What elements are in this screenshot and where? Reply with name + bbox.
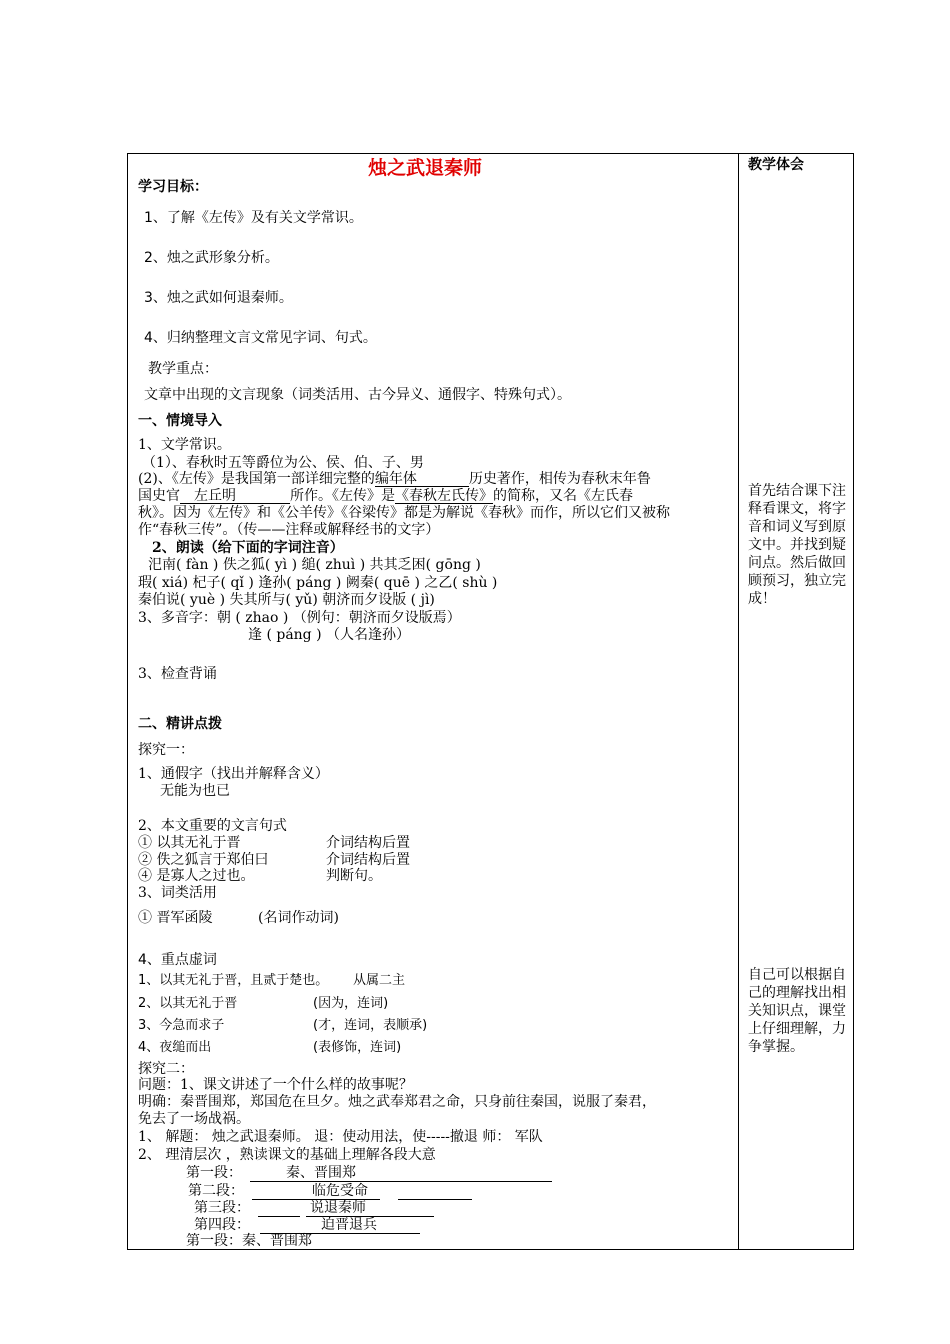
syntax-sentence: ④ 是寡人之过也。 xyxy=(138,868,255,884)
tongjia-example: 无能为也已 xyxy=(160,783,230,799)
text-segment: (2)、《左传》是我国第一部详细完整的 xyxy=(138,471,375,487)
syntax-sentence: ② 佚之狐言于郑伯曰 xyxy=(138,852,269,868)
question-line: 问题：1、课文讲述了一个什么样的故事呢？ xyxy=(138,1077,413,1093)
section2-heading: 二、精讲点拨 xyxy=(138,716,222,732)
side-note-preview: 首先结合课下注释看课文，将字音和词义写到原文中。并找到疑问点。然后做回顾预习，独立完成！ xyxy=(748,483,846,607)
text-segment: 历史著作，相传为春秋末年鲁 xyxy=(468,471,651,487)
explore-one-label: 探究一： xyxy=(138,742,194,758)
pinyin-line: 瑕( xiá) 杞子( qǐ ) 逢孙( páng ) 阙秦( quē ) 之乙( shù ) xyxy=(138,575,498,591)
paragraph-label: 第一段： xyxy=(186,1165,242,1181)
function-word-note: (表修饰，连词) xyxy=(313,1040,402,1055)
syntax-type: 介词结构后置 xyxy=(326,835,410,851)
function-word-item: 1、以其无礼于晋，且贰于楚也。 xyxy=(138,973,329,988)
function-words-heading: 4、重点虚词 xyxy=(138,952,217,968)
text-segment: 国史官 xyxy=(138,488,180,504)
last-paragraph-line: 第一段：秦、晋围郑 xyxy=(186,1233,312,1249)
side-header: 教学体会 xyxy=(748,157,804,173)
goal-item: 1、了解《左传》及有关文学常识。 xyxy=(144,210,363,226)
fill-blank: 《春秋左氏传》 xyxy=(395,488,493,504)
recite-line: 3、检查背诵 xyxy=(138,666,217,682)
literature-line: 作“春秋三传”。（传——注释或解释经书的文字） xyxy=(138,522,440,538)
function-word-item: 4、夜缒而出 xyxy=(138,1040,212,1055)
polyphone-line: 3、多音字：朝 ( zhao ) （例句：朝济而夕设版焉） xyxy=(138,610,461,626)
goal-item: 2、烛之武形象分析。 xyxy=(144,250,279,266)
paragraph-content: 临危受命 xyxy=(312,1183,368,1199)
fill-blank: 编年体 xyxy=(375,472,469,487)
paragraph-content: 秦、晋围郑 xyxy=(286,1165,356,1181)
paragraph-content: 迫晋退兵 xyxy=(321,1217,377,1233)
paragraph-content: 说退秦师 xyxy=(310,1200,366,1216)
lesson-plan-table xyxy=(127,153,854,1250)
goal-item: 4、归纳整理文言文常见字词、句式。 xyxy=(144,330,377,346)
focus-label: 教学重点： xyxy=(148,361,218,377)
function-word-item: 3、今急而求子 xyxy=(138,1018,225,1033)
paragraph-label: 第四段： xyxy=(194,1217,250,1233)
function-word-note: (因为，连词) xyxy=(313,996,389,1011)
function-word-note: (才，连词，表顺承) xyxy=(313,1018,428,1033)
reading-heading: 2、朗读（给下面的字词注音） xyxy=(152,540,344,556)
word-class-note: (名词作动词) xyxy=(258,910,339,926)
document-title: 烛之武退秦师 xyxy=(368,157,483,179)
section1-heading: 一、情境导入 xyxy=(138,413,222,429)
word-class-example: ① 晋军函陵 xyxy=(138,910,213,926)
pinyin-line: 汜南( fàn ) 佚之狐( yì ) 缒( zhuì ) 共其乏困( gōng ) xyxy=(148,557,481,573)
answer-underline xyxy=(398,1199,472,1200)
polyphone-line: 逢 ( páng ) （人名逢孙） xyxy=(248,627,411,643)
function-word-item: 2、以其无礼于晋 xyxy=(138,996,238,1011)
focus-text: 文章中出现的文言现象（词类活用、古今异义、通假字、特殊句式）。 xyxy=(144,387,571,403)
answer-underline xyxy=(250,1181,552,1182)
function-word-note: 从属二主 xyxy=(353,973,406,988)
pinyin-line: 秦伯说( yuè ) 失其所与( yǔ) 朝济而夕设版 ( jì) xyxy=(138,592,435,608)
literature-line: 秋》。因为《左传》和《公羊传》《谷梁传》都是为解说《春秋》而作，所以它们又被称 xyxy=(138,505,670,521)
literature-line: （1）、春秋时五等爵位为公、侯、伯、子、男 xyxy=(142,455,424,471)
layers-line: 2、 理清层次 ，熟读课文的基础上理解各段大意 xyxy=(138,1147,436,1163)
syntax-type: 介词结构后置 xyxy=(326,852,410,868)
text-segment: 的简称，又名《左氏春 xyxy=(493,488,633,504)
tongjia-label: 1、通假字（找出并解释含义） xyxy=(138,766,329,782)
syntax-type: 判断句。 xyxy=(326,868,382,884)
goal-item: 3、烛之武如何退秦师。 xyxy=(144,290,293,306)
word-class-label: 3、词类活用 xyxy=(138,885,217,901)
fill-blank: 左丘明 xyxy=(180,489,290,504)
answer-line: 免去了一场战祸。 xyxy=(138,1111,250,1127)
literature-line xyxy=(138,471,651,487)
literature-line xyxy=(138,488,633,504)
explore-two-label: 探究二： xyxy=(138,1061,194,1077)
paragraph-label: 第二段： xyxy=(188,1183,244,1199)
side-note-class: 自己可以根据自己的理解找出相关知识点，课堂上仔细理解，力争掌握。 xyxy=(748,967,846,1055)
answer-underline xyxy=(258,1216,300,1217)
column-divider xyxy=(738,154,739,1249)
text-segment: 所作。《左传》是 xyxy=(290,488,395,504)
syntax-sentence: ① 以其无礼于晋 xyxy=(138,835,241,851)
title-explain-line: 1、 解题： 烛之武退秦师。 退：使动用法，使-----撤退 师： 军队 xyxy=(138,1129,543,1145)
goals-heading: 学习目标： xyxy=(138,179,208,195)
answer-line: 明确：秦晋围郑，郑国危在旦夕。烛之武奉郑君之命，只身前往秦国，说服了秦君， xyxy=(138,1094,656,1110)
literature-label: 1、文学常识。 xyxy=(138,437,231,453)
syntax-heading: 2、本文重要的文言句式 xyxy=(138,818,287,834)
paragraph-label: 第三段： xyxy=(194,1200,250,1216)
